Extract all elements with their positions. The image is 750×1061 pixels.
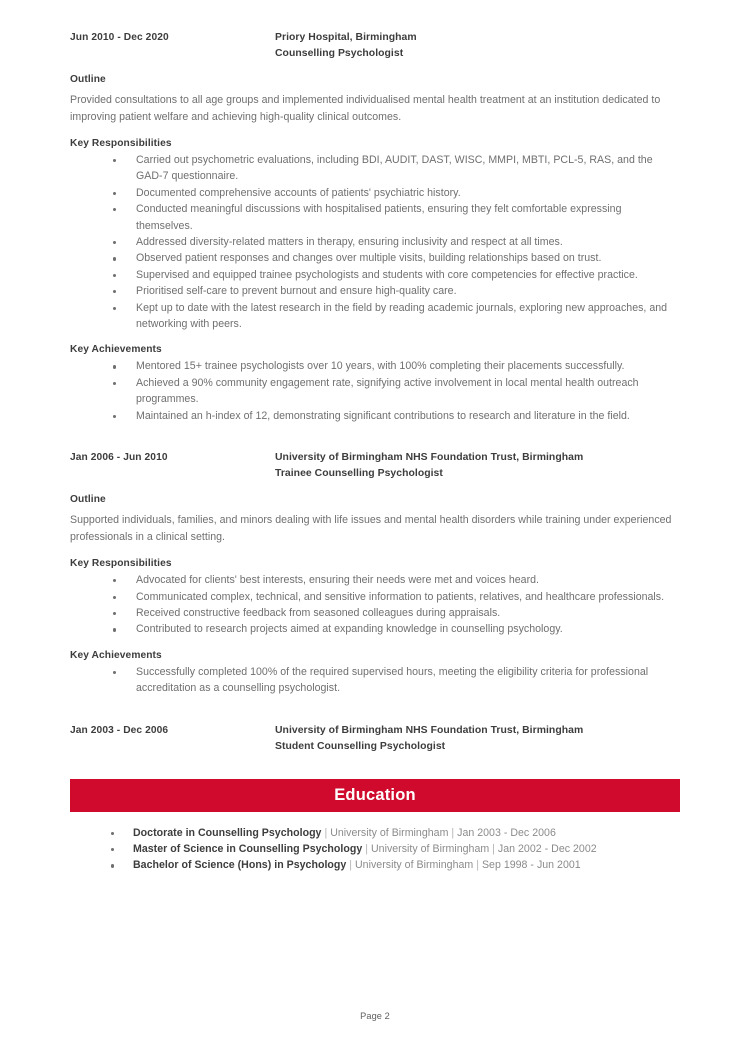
resume-content: [70, 30, 680, 874]
experience-heading-group: [275, 723, 680, 755]
experience-entry-header: [70, 30, 680, 62]
experience-outline: Supported individuals, families, and minors dealing with life issues and mental health disorders while training under experienced professionals in a clinical setting.: [70, 514, 672, 544]
experience-role: Counselling Psychologist: [275, 48, 404, 59]
list-item: Maintained an h-index of 12, demonstrating significant contributions to research and literature in the field.: [70, 408, 680, 424]
list-item: Advocated for clients' best interests, ensuring their needs were met and voices heard.: [70, 572, 680, 588]
education-dates: Jan 2003 - Dec 2006: [457, 826, 556, 839]
key-responsibilities-heading: Key Responsibilities: [70, 138, 172, 149]
achievements-list: [70, 664, 680, 697]
achievements-list: [70, 358, 680, 424]
experience-company: University of Birmingham NHS Foundation Trust, Birmingham: [275, 452, 584, 464]
experience-company: Priory Hospital, Birmingham: [275, 32, 417, 43]
list-item: Kept up to date with the latest research in the field by reading academic journals, exploring new approaches, and networking with peers.: [70, 300, 680, 333]
list-item: Communicated complex, technical, and sensitive information to patients, relatives, and healthcare professionals.: [70, 589, 680, 605]
education-separator: |: [321, 826, 331, 839]
list-item: Carried out psychometric evaluations, including BDI, AUDIT, DAST, WISC, MMPI, MBTI, PCL-5, RAS, and the GAD-7 questionnaire.: [70, 152, 680, 185]
list-item: [70, 857, 680, 873]
list-item: Received constructive feedback from seasoned colleagues during appraisals.: [70, 605, 680, 621]
responsibilities-list: [70, 152, 680, 332]
key-achievements-heading: Key Achievements: [70, 649, 162, 661]
experience-dates: Jan 2003 - Dec 2006: [70, 724, 169, 736]
experience-entry: [70, 450, 680, 696]
experience-entry-header: [70, 723, 680, 755]
page-number: Page 2: [360, 1011, 390, 1021]
list-item: Addressed diversity-related matters in therapy, ensuring inclusivity and respect at all times.: [70, 234, 680, 250]
experience-outline: Provided consultations to all age groups and implemented individualised mental health treatment at an institution dedicated to improving patient welfare and achieving high-quality clinical outcomes.: [70, 94, 661, 123]
list-item: Observed patient responses and changes over multiple visits, building relationships based on trust.: [70, 250, 680, 266]
list-item: Supervised and equipped trainee psychologists and students with core competencies for effective practice.: [70, 267, 680, 283]
education-section-banner: [70, 779, 680, 812]
education-separator: |: [489, 842, 498, 855]
list-item: [70, 825, 680, 841]
education-degree: Master of Science in Counselling Psychology: [133, 842, 363, 855]
education-degree: Doctorate in Counselling Psychology: [133, 826, 322, 839]
list-item: Prioritised self-care to prevent burnout and ensure high-quality care.: [70, 283, 680, 299]
key-responsibilities-heading: Key Responsibilities: [70, 558, 172, 570]
page-footer: [0, 1006, 750, 1024]
list-item: Documented comprehensive accounts of patients' psychiatric history.: [70, 185, 680, 201]
list-item: Successfully completed 100% of the required supervised hours, meeting the eligibility criteria for professional accreditation as a counselling psychologist.: [70, 664, 680, 697]
education-separator: |: [346, 859, 356, 872]
education-separator: |: [362, 842, 371, 855]
experience-entry: [70, 723, 680, 755]
education-dates: Sep 1998 - Jun 2001: [481, 859, 581, 872]
education-degree: Bachelor of Science (Hons) in Psychology: [133, 859, 347, 872]
education-dates: Jan 2002 - Dec 2002: [497, 842, 597, 855]
experience-company: University of Birmingham NHS Foundation Trust, Birmingham: [275, 724, 584, 736]
education-institution: University of Birmingham: [355, 859, 474, 872]
responsibilities-list: [70, 572, 680, 638]
education-separator: |: [448, 826, 458, 839]
experience-heading-group: [275, 450, 680, 482]
outline-heading: Outline: [70, 494, 106, 506]
education-institution: University of Birmingham: [370, 842, 490, 855]
experience-role: Trainee Counselling Psychologist: [275, 468, 443, 480]
outline-heading: Outline: [70, 74, 106, 85]
list-item: Contributed to research projects aimed at expanding knowledge in counselling psychology.: [70, 621, 680, 637]
education-separator: |: [473, 859, 482, 872]
experience-heading-group: [275, 30, 680, 62]
key-achievements-heading: Key Achievements: [70, 344, 162, 356]
education-section-title: Education: [334, 785, 416, 804]
experience-role: Student Counselling Psychologist: [275, 740, 446, 752]
experience-entry-header: [70, 450, 680, 482]
list-item: Conducted meaningful discussions with hospitalised patients, ensuring they felt comfortable expressing themselves.: [70, 201, 680, 234]
experience-dates: Jun 2010 - Dec 2020: [70, 32, 169, 43]
list-item: Mentored 15+ trainee psychologists over 10 years, with 100% completing their placements successfully.: [70, 358, 680, 374]
list-item: Achieved a 90% community engagement rate, signifying active involvement in local mental health outreach programmes.: [70, 375, 680, 408]
experience-entry: [70, 30, 680, 424]
experience-dates: Jan 2006 - Jun 2010: [70, 452, 168, 464]
education-institution: University of Birmingham: [330, 826, 449, 839]
list-item: [70, 841, 680, 857]
education-list: [70, 825, 680, 874]
